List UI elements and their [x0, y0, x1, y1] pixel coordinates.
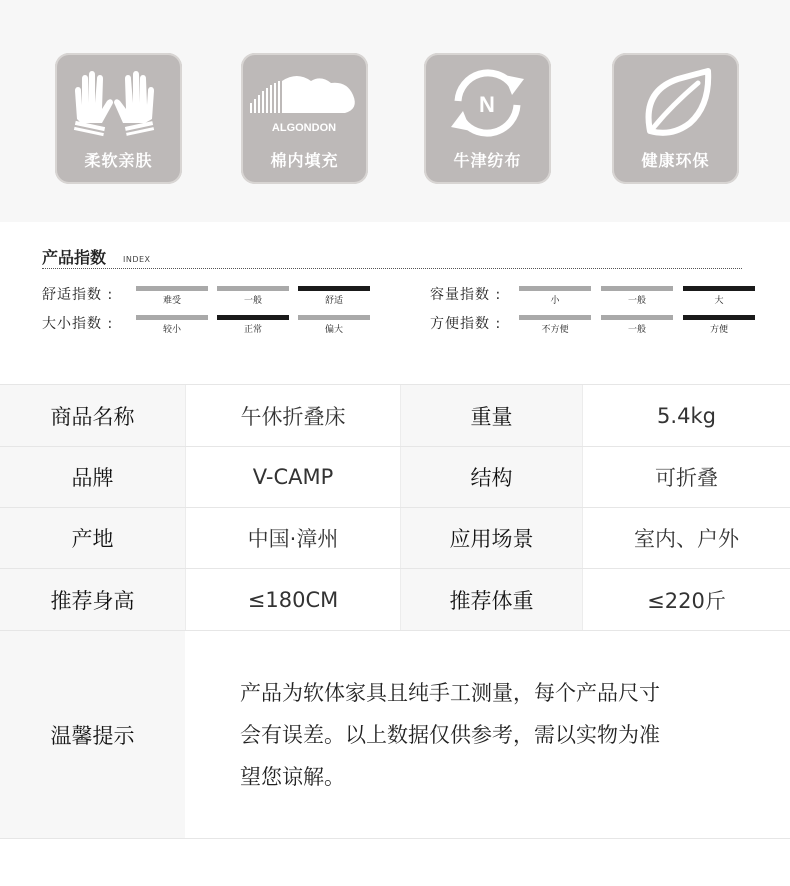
- spec-key: 推荐身高: [0, 569, 185, 630]
- spec-value: 室内、户外: [582, 508, 790, 568]
- index-level: 一般: [243, 296, 262, 306]
- spec-key: 应用场景: [400, 508, 582, 568]
- index-bar-active: [683, 315, 755, 320]
- feature-band: [0, 0, 790, 222]
- cloud-logo-icon: [241, 61, 368, 145]
- note-line: 产品为软体家具且纯手工测量，每个产品尺寸: [240, 680, 660, 705]
- spec-key: 结构: [400, 447, 582, 507]
- gloves-icon: [55, 61, 182, 145]
- feature-cotton-fill: [241, 53, 368, 184]
- index-level-active: 舒适: [324, 296, 343, 306]
- note-text: [240, 631, 740, 838]
- note-line: 会有误差。以上数据仅供参考，需以实物为准: [240, 722, 660, 747]
- feature-label: 柔软亲肤: [84, 151, 153, 170]
- index-label: 大小指数 :: [42, 316, 114, 332]
- index-bar-active: [683, 286, 755, 291]
- spec-table: [0, 384, 790, 789]
- index-bar: [298, 315, 370, 320]
- index-bar-active: [298, 286, 370, 291]
- feature-label: 棉内填充: [270, 151, 339, 170]
- spec-value: ≤220斤: [582, 569, 790, 630]
- index-level: 小: [550, 296, 560, 306]
- spec-value: 中国·漳州: [185, 508, 400, 568]
- table-row: [0, 508, 790, 569]
- spec-value: ≤180CM: [185, 569, 400, 630]
- index-level: 一般: [627, 296, 646, 306]
- n-letter: N: [479, 92, 495, 117]
- brand-logo-text: ALGONDON: [271, 122, 337, 134]
- spec-key: 商品名称: [0, 385, 185, 446]
- feature-oxford-cloth: [424, 53, 551, 184]
- note-label: 温馨提示: [0, 631, 185, 838]
- spec-key: 重量: [400, 385, 582, 446]
- spec-value: 5.4kg: [582, 385, 790, 446]
- index-bar: [519, 286, 591, 291]
- index-label: 容量指数 :: [430, 287, 502, 303]
- table-row: [0, 385, 790, 447]
- index-label: 方便指数 :: [430, 316, 502, 332]
- table-row: [0, 447, 790, 508]
- feature-soft-skin: [55, 53, 182, 184]
- dotted-divider: [42, 268, 742, 269]
- index-bar-active: [217, 315, 289, 320]
- index-level: 偏大: [324, 325, 343, 335]
- index-level: 不方便: [541, 325, 569, 335]
- spec-value: 可折叠: [582, 447, 790, 507]
- index-bar: [136, 315, 208, 320]
- feature-eco-friendly: [612, 53, 739, 184]
- index-subtitle: INDEX: [123, 255, 151, 264]
- index-level: 一般: [627, 325, 646, 335]
- leaf-icon: [612, 61, 739, 145]
- index-bar: [519, 315, 591, 320]
- recycle-n-icon: [424, 61, 551, 145]
- spec-key: 推荐体重: [400, 569, 582, 630]
- feature-label: 健康环保: [641, 151, 710, 170]
- table-row-note: [0, 631, 790, 839]
- note-line: 望您谅解。: [240, 764, 345, 789]
- index-level-active: 方便: [709, 325, 728, 335]
- index-bar: [136, 286, 208, 291]
- feature-label: 牛津纺布: [453, 151, 522, 170]
- spec-key: 产地: [0, 508, 185, 568]
- index-title: 产品指数: [42, 248, 107, 267]
- table-row: [0, 569, 790, 631]
- index-level-active: 大: [714, 296, 724, 306]
- index-bar: [601, 286, 673, 291]
- index-label: 舒适指数 :: [42, 287, 114, 303]
- index-level: 难受: [162, 296, 181, 306]
- spec-key: 品牌: [0, 447, 185, 507]
- spec-value: V-CAMP: [185, 447, 400, 507]
- spec-value: 午休折叠床: [185, 385, 400, 446]
- index-level: 较小: [162, 325, 181, 335]
- index-bar: [601, 315, 673, 320]
- index-bar: [217, 286, 289, 291]
- index-level-active: 正常: [243, 325, 262, 335]
